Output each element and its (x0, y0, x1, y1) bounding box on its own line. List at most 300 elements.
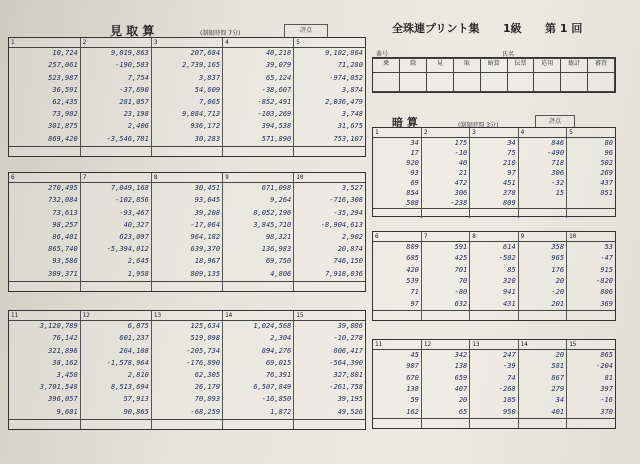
anzan-cell: 306 (518, 168, 566, 178)
anzan-time-limit: (制限時間 3分) (458, 122, 499, 129)
mitorizan-cell: -716,308 (294, 195, 365, 207)
mitorizan-cell: 30,451 (151, 183, 222, 196)
mitorizan-cell: 62,305 (151, 370, 222, 382)
score-table (372, 57, 616, 93)
mitorizan-label: 11 (9, 311, 80, 321)
anzan-cell: 397 (567, 384, 615, 395)
anzan-label: 6 (373, 232, 421, 242)
anzan-cell: 718 (518, 158, 566, 168)
number-label: 番号 (376, 51, 389, 58)
score-entry-cell[interactable] (373, 72, 400, 91)
answer-cell[interactable] (9, 420, 80, 430)
mitorizan-cell: 73,902 (52, 110, 78, 119)
mitorizan-cell: 936,172 (151, 121, 222, 133)
mitorizan-cell: 753,107 (294, 134, 365, 147)
anzan-label: 12 (421, 340, 469, 350)
mitorizan-cell: 7,049,168 (80, 183, 151, 196)
anzan-cell: 472 (421, 178, 469, 188)
score-header: 乗 (373, 59, 400, 73)
mitorizan-cell: 321,896 (48, 346, 78, 355)
anzan-cell: 97 (410, 299, 419, 308)
mitorizan-cell: 809,135 (151, 269, 222, 282)
anzan-label: 4 (518, 128, 566, 138)
anzan-cell: 105 (470, 395, 518, 406)
mitorizan-cell: 270,495 (48, 184, 78, 192)
anzan-cell: 69 (410, 179, 419, 187)
anzan-cell: 369 (567, 299, 615, 311)
mitorizan-cell: -852,491 (223, 97, 294, 109)
mitorizan-cell: -17,064 (151, 220, 222, 232)
mitorizan-cell: -190,583 (80, 60, 151, 72)
score-entry-cell[interactable] (534, 72, 561, 91)
score-header: 総計 (561, 59, 588, 73)
mitorizan-cell: 3,120,789 (39, 322, 78, 330)
mitorizan-cell: -8,904,613 (294, 220, 365, 232)
mitorizan-cell: 40,218 (223, 48, 294, 61)
answer-cell[interactable] (421, 419, 469, 429)
anzan-cell: -502 (470, 253, 518, 264)
anzan-cell: 81 (567, 373, 615, 384)
mitorizan-cell: 1,958 (80, 269, 151, 282)
anzan-label: 8 (470, 232, 518, 242)
anzan-cell: 20 (421, 395, 469, 406)
mitorizan-title: 見 取 算 (110, 24, 155, 38)
anzan-label: 9 (518, 232, 566, 242)
anzan-cell: 508 (406, 199, 419, 207)
anzan-cell: 306 (421, 188, 469, 198)
mitorizan-cell: 639,370 (151, 244, 222, 256)
mitorizan-cell: 39,086 (294, 321, 365, 334)
mitorizan-cell: 2,739,165 (151, 60, 222, 72)
anzan-cell: 431 (470, 299, 518, 311)
mitorizan-cell: 3,837 (151, 73, 222, 85)
answer-cell[interactable] (294, 147, 365, 157)
mitorizan-cell: 39,079 (223, 60, 294, 72)
anzan-cell: 915 (567, 265, 615, 276)
anzan-cell: 20 (518, 276, 566, 287)
anzan-cell: 425 (421, 253, 469, 264)
mitorizan-label: 9 (223, 173, 294, 183)
mitorizan-cell: -16,850 (223, 394, 294, 406)
mitorizan-cell: 73,613 (52, 208, 78, 217)
anzan-label: 1 (373, 128, 421, 138)
mitorizan-cell: 76,391 (223, 370, 294, 382)
grade-label: 1級 (503, 22, 522, 35)
anzan-cell: 70 (421, 276, 469, 287)
anzan-cell: 437 (567, 178, 615, 188)
anzan-cell: 279 (518, 384, 566, 395)
mitorizan-cell: 309,371 (48, 269, 78, 278)
anzan-cell: 632 (421, 299, 469, 311)
score-header: 伝票 (507, 59, 534, 73)
anzan-cell: 685 (406, 254, 419, 263)
anzan-cell: 85 (470, 265, 518, 276)
mitorizan-cell: 9,084,713 (151, 109, 222, 121)
anzan-cell: 846 (518, 138, 566, 149)
mitorizan-cell: 732,084 (48, 196, 78, 205)
mitorizan-block-2 (8, 172, 366, 292)
anzan-cell: 941 (470, 287, 518, 298)
answer-cell[interactable] (373, 209, 421, 219)
anzan-cell: -490 (518, 148, 566, 158)
mitorizan-label: 3 (151, 38, 222, 48)
anzan-title: 暗 算 (392, 116, 418, 129)
mitorizan-cell: 49,526 (294, 407, 365, 420)
anzan-cell: 420 (406, 265, 419, 274)
score-header: 見 (427, 59, 454, 73)
anzan-cell: 809 (406, 243, 419, 251)
answer-cell[interactable] (567, 419, 615, 429)
anzan-cell: -16 (567, 395, 615, 406)
mitorizan-cell: 1,872 (223, 407, 294, 420)
mitorizan-label: 4 (223, 38, 294, 48)
anzan-cell: -820 (567, 276, 615, 287)
anzan-cell: 138 (406, 384, 419, 393)
mitorizan-cell: 8,513,694 (80, 382, 151, 394)
anzan-cell: 97 (470, 168, 518, 178)
answer-cell[interactable] (80, 282, 151, 292)
mitorizan-cell: 6,507,849 (223, 382, 294, 394)
mitorizan-cell: 39,195 (294, 394, 365, 406)
mitorizan-cell: -5,394,012 (80, 244, 151, 256)
mitorizan-cell: -205,734 (151, 346, 222, 358)
mitorizan-cell: 301,875 (48, 122, 78, 131)
score-entry-cell[interactable] (507, 72, 534, 91)
mitorizan-cell: 601,237 (80, 333, 151, 345)
score-entry-cell[interactable] (561, 72, 588, 91)
anzan-label: 7 (421, 232, 469, 242)
anzan-cell: 59 (410, 396, 419, 405)
answer-cell[interactable] (9, 147, 80, 157)
mitorizan-cell: -38,607 (223, 85, 294, 97)
score-header: 除 (400, 59, 427, 73)
mitorizan-cell: 54,609 (151, 85, 222, 97)
mitorizan-cell: 964,182 (151, 232, 222, 244)
anzan-cell: 865 (567, 350, 615, 362)
anzan-cell: 358 (518, 242, 566, 254)
answer-cell[interactable] (421, 311, 469, 321)
anzan-cell: 96 (567, 148, 615, 158)
score-entry-cell[interactable] (427, 72, 454, 91)
mitorizan-cell: 894,276 (223, 346, 294, 358)
mitorizan-label: 5 (294, 38, 365, 48)
mitorizan-cell: 207,684 (151, 48, 222, 61)
mitorizan-cell: 31,675 (294, 121, 365, 133)
mitorizan-cell: 3,874 (294, 85, 365, 97)
mitorizan-cell: 23,198 (80, 109, 151, 121)
mitorizan-cell: -35,294 (294, 208, 365, 220)
mitorizan-cell: 36,591 (52, 85, 78, 94)
anzan-cell: 701 (421, 265, 469, 276)
anzan-cell: 581 (518, 361, 566, 372)
mitorizan-label: 13 (151, 311, 222, 321)
answer-cell[interactable] (373, 419, 421, 429)
mitorizan-cell: -102,856 (80, 195, 151, 207)
mitorizan-cell: 327,801 (294, 370, 365, 382)
anzan-cell: 965 (518, 253, 566, 264)
anzan-cell (518, 198, 566, 209)
mitorizan-score-box (284, 24, 328, 38)
mitorizan-cell: -37,690 (80, 85, 151, 97)
anzan-label: 11 (373, 340, 421, 350)
anzan-cell: 378 (470, 188, 518, 198)
anzan-cell: -268 (470, 384, 518, 395)
mitorizan-cell: 93,586 (52, 257, 78, 266)
anzan-cell: 247 (470, 350, 518, 362)
mitorizan-cell: 10,724 (52, 49, 78, 57)
mitorizan-cell: -68,259 (151, 407, 222, 420)
anzan-cell: 65 (421, 407, 469, 419)
mitorizan-cell: 71,280 (294, 60, 365, 72)
mitorizan-cell: -261,758 (294, 382, 365, 394)
answer-cell[interactable] (470, 209, 518, 219)
answer-cell[interactable] (223, 147, 294, 157)
mitorizan-cell: 98,321 (223, 232, 294, 244)
anzan-cell: -20 (518, 287, 566, 298)
mitorizan-cell: 70,893 (151, 394, 222, 406)
mitorizan-cell: 93,045 (151, 195, 222, 207)
mitorizan-cell: 9,264 (223, 195, 294, 207)
anzan-cell: 80 (567, 138, 615, 149)
answer-cell[interactable] (567, 209, 615, 219)
anzan-label: 5 (567, 128, 615, 138)
answer-cell[interactable] (151, 420, 222, 430)
answer-cell[interactable] (518, 209, 566, 219)
mitorizan-label: 15 (294, 311, 365, 321)
mitorizan-cell: 18,967 (151, 256, 222, 268)
answer-cell[interactable] (294, 420, 365, 430)
answer-cell[interactable] (421, 209, 469, 219)
mitorizan-cell: 2,304 (223, 333, 294, 345)
mitorizan-score-label: 評点 (299, 27, 312, 34)
mitorizan-cell: 9,601 (56, 407, 78, 416)
mitorizan-cell: 519,098 (151, 333, 222, 345)
answer-cell[interactable] (294, 282, 365, 292)
mitorizan-cell: 9,102,864 (294, 48, 365, 61)
anzan-cell: 407 (421, 384, 469, 395)
mitorizan-cell: 62,435 (52, 97, 78, 106)
mitorizan-label: 10 (294, 173, 365, 183)
mitorizan-cell: 806,417 (294, 346, 365, 358)
anzan-cell: 659 (421, 373, 469, 384)
mitorizan-cell: 869,420 (48, 134, 78, 143)
anzan-cell: 401 (518, 407, 566, 419)
mitorizan-cell: -564,390 (294, 358, 365, 370)
mitorizan-cell: 30,283 (151, 134, 222, 147)
anzan-label: 13 (470, 340, 518, 350)
mitorizan-cell: 6,075 (80, 321, 151, 334)
mitorizan-cell: 57,913 (80, 394, 151, 406)
mitorizan-block-1 (8, 37, 366, 157)
mitorizan-cell: 2,810 (80, 370, 151, 382)
mitorizan-label: 6 (9, 173, 80, 183)
mitorizan-cell: 8,052,196 (223, 208, 294, 220)
mitorizan-cell: 396,057 (48, 395, 78, 404)
mitorizan-cell: 623,097 (80, 232, 151, 244)
anzan-cell: 15 (518, 188, 566, 198)
anzan-cell: -238 (421, 198, 469, 209)
answer-cell[interactable] (567, 311, 615, 321)
anzan-cell: 53 (567, 242, 615, 254)
anzan-cell: -204 (567, 361, 615, 372)
anzan-cell: 20 (518, 350, 566, 362)
mitorizan-cell: 4,806 (223, 269, 294, 282)
answer-cell[interactable] (80, 420, 151, 430)
anzan-cell: 539 (406, 276, 419, 285)
anzan-cell: 162 (406, 407, 419, 416)
anzan-cell: -80 (421, 287, 469, 298)
anzan-label: 10 (567, 232, 615, 242)
mitorizan-label: 2 (80, 38, 151, 48)
mitorizan-cell: 2,902 (294, 232, 365, 244)
mitorizan-cell: -1,578,964 (80, 358, 151, 370)
name-label: 氏名 (502, 51, 515, 58)
answer-cell[interactable] (223, 282, 294, 292)
anzan-cell: 867 (518, 373, 566, 384)
score-header: 審査 (588, 59, 615, 73)
anzan-cell: 17 (410, 149, 419, 157)
anzan-cell: 75 (470, 148, 518, 158)
mitorizan-cell: 865,740 (48, 245, 78, 254)
mitorizan-cell: -93,467 (80, 208, 151, 220)
mitorizan-cell: 2,645 (80, 256, 151, 268)
mitorizan-cell: 3,701,548 (39, 383, 78, 392)
score-header: 応用 (534, 59, 561, 73)
anzan-cell: 806 (567, 287, 615, 298)
anzan-cell: 210 (470, 158, 518, 168)
mitorizan-cell: 264,108 (80, 346, 151, 358)
mitorizan-cell: 76,142 (52, 334, 78, 343)
mitorizan-label: 14 (223, 311, 294, 321)
anzan-cell: 370 (567, 407, 615, 419)
mitorizan-cell: 125,634 (151, 321, 222, 334)
round-label: 第 1 回 (545, 22, 583, 35)
mitorizan-cell: 7,065 (151, 97, 222, 109)
mitorizan-cell: 3,527 (294, 183, 365, 196)
answer-cell[interactable] (470, 311, 518, 321)
anzan-cell: -47 (567, 253, 615, 264)
anzan-cell: 138 (421, 361, 469, 372)
anzan-cell: 201 (518, 299, 566, 311)
anzan-label: 15 (567, 340, 615, 350)
answer-cell[interactable] (470, 419, 518, 429)
anzan-cell: 176 (518, 265, 566, 276)
anzan-block-3 (372, 339, 616, 429)
answer-cell[interactable] (151, 282, 222, 292)
answer-cell[interactable] (518, 311, 566, 321)
mitorizan-cell: -103,269 (223, 109, 294, 121)
mitorizan-label: 8 (151, 173, 222, 183)
anzan-cell: 269 (567, 168, 615, 178)
anzan-cell: 40 (421, 158, 469, 168)
mitorizan-cell: 65,124 (223, 73, 294, 85)
answer-cell[interactable] (518, 419, 566, 429)
anzan-cell: -32 (518, 178, 566, 188)
sheet-title: 全珠連プリント集 (392, 22, 480, 35)
mitorizan-cell: 69,750 (223, 256, 294, 268)
mitorizan-label: 1 (9, 38, 80, 48)
anzan-score-label: 評点 (548, 118, 561, 125)
anzan-cell: 907 (406, 362, 419, 371)
anzan-cell: 45 (410, 351, 419, 359)
anzan-cell: 670 (406, 373, 419, 382)
anzan-cell: 34 (410, 139, 419, 147)
anzan-cell: 34 (518, 395, 566, 406)
mitorizan-cell: 394,538 (223, 121, 294, 133)
score-entry-cell[interactable] (588, 72, 615, 91)
mitorizan-cell: 746,150 (294, 256, 365, 268)
anzan-cell: 854 (406, 189, 419, 197)
anzan-cell: 950 (470, 407, 518, 419)
anzan-cell: 342 (421, 350, 469, 362)
mitorizan-label: 7 (80, 173, 151, 183)
mitorizan-cell: 571,890 (223, 134, 294, 147)
answer-cell[interactable] (373, 311, 421, 321)
mitorizan-cell: -974,052 (294, 73, 365, 85)
anzan-cell: 175 (421, 138, 469, 149)
anzan-cell: -10 (421, 148, 469, 158)
mitorizan-cell: 38,162 (52, 358, 78, 367)
score-entry-cell[interactable] (400, 72, 427, 91)
anzan-cell: 809 (470, 198, 518, 209)
anzan-cell: 614 (470, 242, 518, 254)
answer-cell[interactable] (9, 282, 80, 292)
anzan-cell: 93 (410, 169, 419, 177)
mitorizan-cell: 7,754 (80, 73, 151, 85)
mitorizan-time-limit: (制限時間 7分) (200, 30, 241, 37)
mitorizan-cell: 3,748 (294, 109, 365, 121)
mitorizan-cell: -10,278 (294, 333, 365, 345)
mitorizan-cell: 98,257 (52, 220, 78, 229)
anzan-cell: 591 (421, 242, 469, 254)
mitorizan-cell: 523,987 (48, 73, 78, 82)
score-header: 取 (453, 59, 480, 73)
anzan-cell: 34 (470, 138, 518, 149)
mitorizan-cell: 90,865 (80, 407, 151, 420)
anzan-block-1 (372, 127, 616, 217)
mitorizan-cell: 86,401 (52, 232, 78, 241)
mitorizan-label: 12 (80, 311, 151, 321)
score-header: 暗算 (480, 59, 507, 73)
mitorizan-cell: 671,098 (223, 183, 294, 196)
mitorizan-cell: -3,546,781 (80, 134, 151, 147)
anzan-cell: 920 (406, 159, 419, 167)
anzan-cell: 71 (410, 288, 419, 297)
mitorizan-cell: 40,327 (80, 220, 151, 232)
mitorizan-cell: 9,019,863 (80, 48, 151, 61)
mitorizan-block-3 (8, 310, 366, 430)
anzan-cell: 21 (421, 168, 469, 178)
mitorizan-cell: 3,845,710 (223, 220, 294, 232)
anzan-label: 3 (470, 128, 518, 138)
mitorizan-cell: 1,024,568 (223, 321, 294, 334)
answer-cell[interactable] (151, 147, 222, 157)
answer-cell[interactable] (80, 147, 151, 157)
anzan-block-2 (372, 231, 616, 321)
score-entry-cell[interactable] (453, 72, 480, 91)
score-entry-cell[interactable] (480, 72, 507, 91)
mitorizan-cell: 39,208 (151, 208, 222, 220)
mitorizan-cell: 69,015 (223, 358, 294, 370)
anzan-cell: 851 (567, 188, 615, 198)
mitorizan-cell: 26,179 (151, 382, 222, 394)
anzan-label: 14 (518, 340, 566, 350)
mitorizan-cell: 20,874 (294, 244, 365, 256)
anzan-label: 2 (421, 128, 469, 138)
answer-cell[interactable] (223, 420, 294, 430)
anzan-cell: 320 (470, 276, 518, 287)
mitorizan-cell: 281,057 (80, 97, 151, 109)
